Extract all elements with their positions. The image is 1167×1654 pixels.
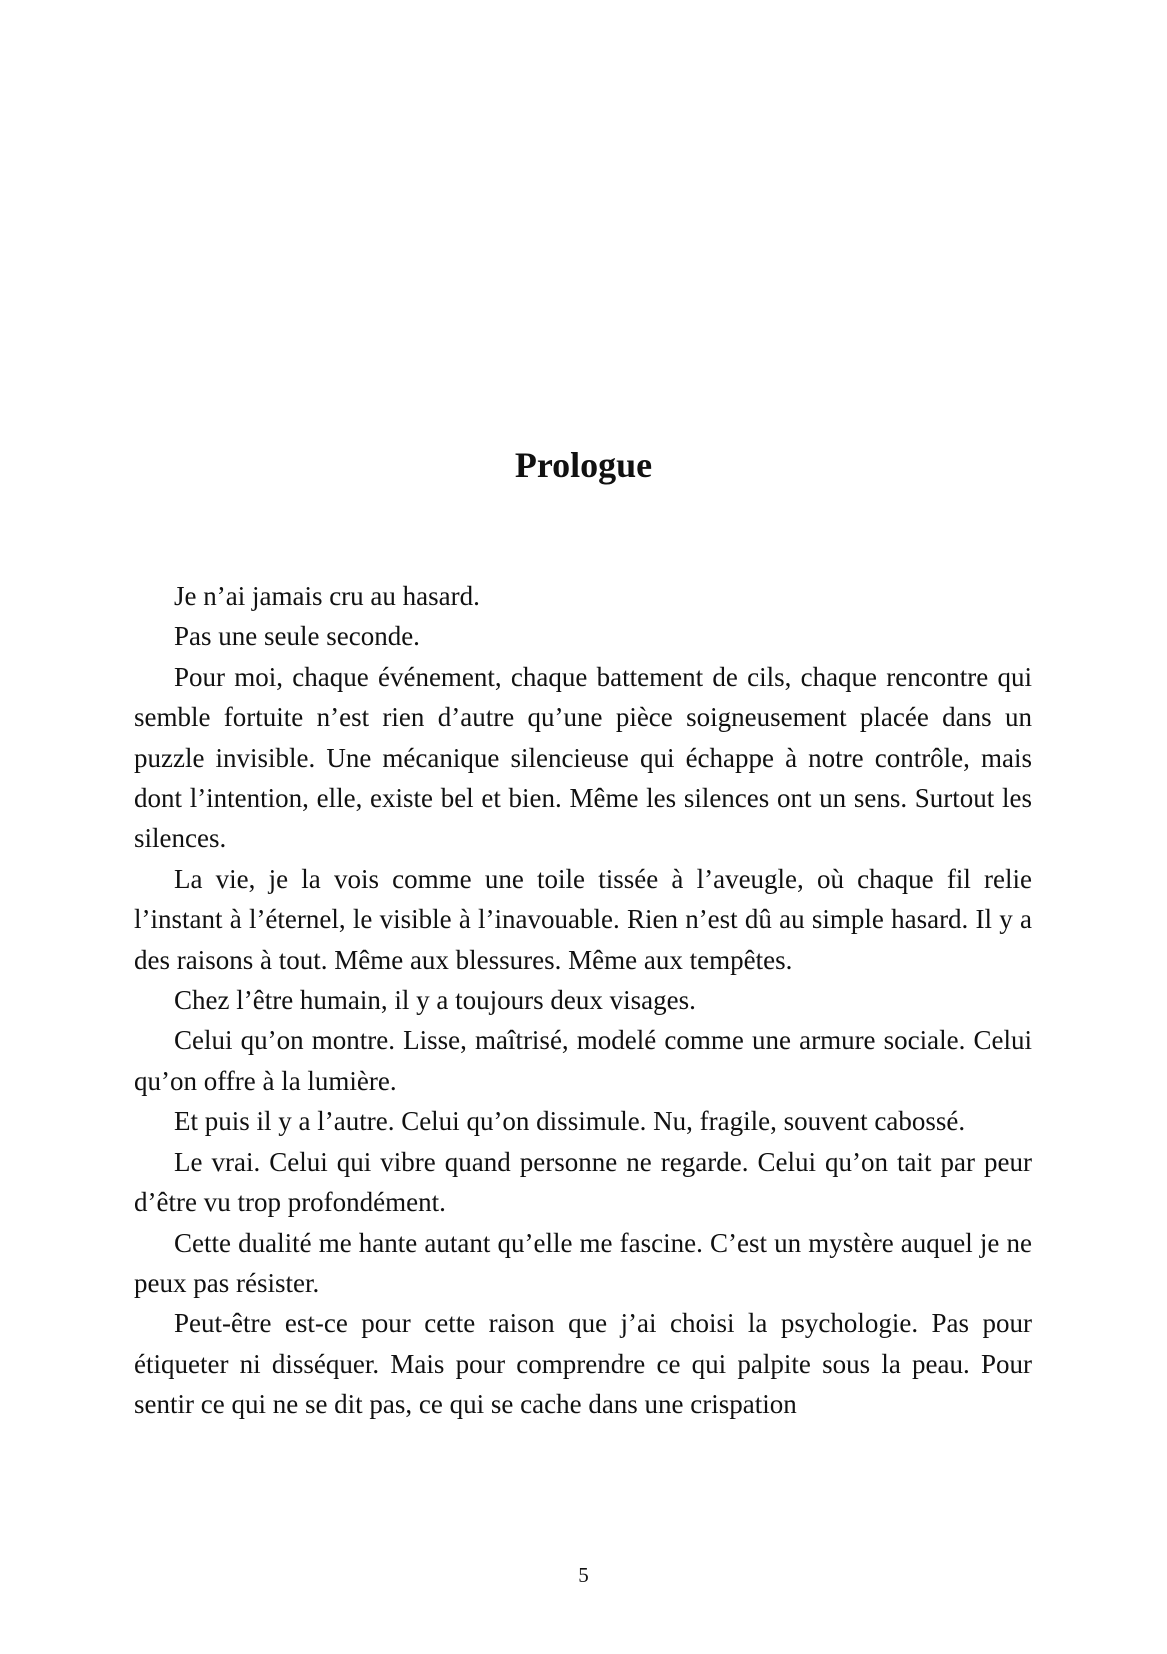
paragraph: Pour moi, chaque événement, chaque battement de cils, chaque rencontre qui semble fortuite n’est rien d’autre qu’une pièce soigneusement placée dans un puzzle invisible. Une mécanique silencieuse qui échappe à notre contrôle, mais dont l’intention, elle, existe bel et bien. Même les silences ont un sens. Surtout les silences.	[134, 661, 1032, 854]
chapter-body	[134, 576, 1032, 1425]
paragraph: Le vrai. Celui qui vibre quand personne ne regarde. Celui qu’on tait par peur d’être vu trop profondément.	[134, 1146, 1032, 1218]
paragraph: Celui qu’on montre. Lisse, maîtrisé, modelé comme une armure sociale. Celui qu’on offre à la lumière.	[134, 1025, 1032, 1096]
chapter-title: Prologue	[514, 445, 653, 485]
paragraph: Et puis il y a l’autre. Celui qu’on dissimule. Nu, fragile, souvent cabossé.	[174, 1106, 966, 1137]
paragraph: Peut-être est-ce pour cette raison que j’ai choisi la psychologie. Pas pour étiqueter ni disséquer. Mais pour comprendre ce qui palpite sous la peau. Pour sentir ce qui ne se dit pas, ce qui se cache dans une crispation	[134, 1308, 1032, 1420]
paragraph: La vie, je la vois comme une toile tissée à l’aveugle, où chaque fil relie l’instant à l’éternel, le visible à l’inavouable. Rien n’est dû au simple hasard. Il y a des raisons à tout. Même aux blessures. Même aux tempêtes.	[134, 863, 1032, 975]
paragraph: Chez l’être humain, il y a toujours deux visages.	[174, 985, 696, 1016]
paragraph: Je n’ai jamais cru au hasard.	[174, 581, 480, 611]
page-number: 5	[578, 1563, 589, 1587]
paragraph: Cette dualité me hante autant qu’elle me fascine. C’est un mystère auquel je ne peux pas résister.	[134, 1227, 1032, 1298]
paragraph: Pas une seule seconde.	[174, 621, 420, 652]
